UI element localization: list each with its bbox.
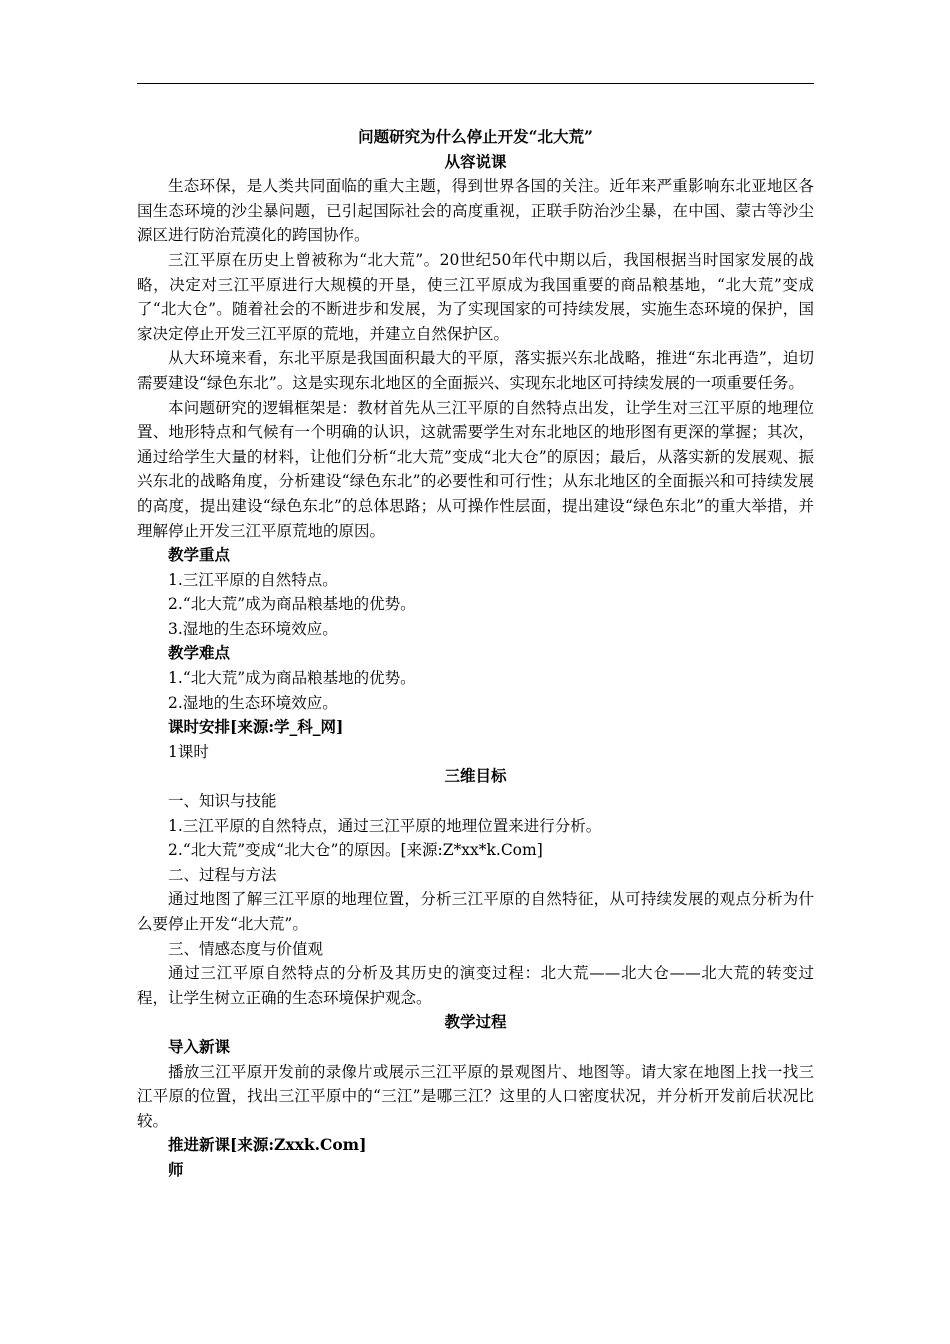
- schedule-heading: 课时安排[来源:学_科_网]: [168, 717, 344, 737]
- knowledge-item: 1.三江平原的自然特点，通过三江平原的地理位置来进行分析。: [168, 816, 602, 835]
- intro-paragraph: 生态环保，是人类共同面临的重大主题，得到世界各国的关注。近年来严重影响东北亚地区各国生态环境的沙尘暴问题，已引起国际社会的高度重视，正联手防治沙尘暴，在中国、蒙古等沙尘源区进行防治荒漠化的跨国协作。: [137, 177, 814, 245]
- header-rule: [137, 83, 814, 84]
- document-body: [137, 125, 814, 1183]
- knowledge-item: 2.“北大荒”变成“北大仓”的原因。[来源:Z*xx*k.Com]: [168, 841, 543, 860]
- teaching-process-heading: 教学过程: [444, 1012, 507, 1032]
- intro-paragraph: 本问题研究的逻辑框架是：教材首先从三江平原的自然特点出发，让学生对三江平原的地理位置、地形特点和气候有一个明确的认识，这就需要学生对东北地区的地形图有更深的掌握；其次，通过给学生大量的材料，让他们分析“北大荒”变成“北大仓”的原因；最后，从落实新的发展观、振兴东北的战略角度，分析建设“绿色东北”的必要性和可行性；从东北地区的全面振兴和可持续发展的高度，提出建设“绿色东北”的总体思路；从可操作性层面，提出建设“绿色东北”的重大举措，并理解停止开发三江平原荒地的原因。: [137, 398, 814, 540]
- schedule-value: 1课时: [168, 742, 209, 761]
- section-heading-lesson-talk: 从容说课: [444, 151, 507, 171]
- difficult-point-item: 1.“北大荒”成为商品粮基地的优势。: [168, 669, 416, 688]
- intro-paragraph: 三江平原在历史上曾被称为“北大荒”。20世纪50年代中期以后，我国根据当时国家发展的战略，决定对三江平原进行大规模的开垦，使三江平原成为我国重要的商品粮基地，“北大荒”变成了“北大仓”。随着社会的不断进步和发展，为了实现国家的可持续发展，实施生态环境的保护，国家决定停止开发三江平原的荒地，并建立自然保护区。: [137, 250, 814, 343]
- process-method-heading: 二、过程与方法: [168, 865, 277, 884]
- objectives-heading: 三维目标: [444, 766, 507, 786]
- key-points-heading: 教学重点: [168, 545, 231, 565]
- process-method-text: 通过地图了解三江平原的地理位置，分析三江平原的自然特征，从可持续发展的观点分析为什么要停止开发“北大荒”。: [137, 890, 814, 933]
- lead-in-heading: 导入新课: [168, 1036, 231, 1056]
- new-lesson-heading: 推进新课[来源:Zxxk.Com]: [168, 1135, 367, 1155]
- intro-paragraph: 从大环境来看，东北平原是我国面积最大的平原，落实振兴东北战略，推进“东北再造”，迫切需要建设“绿色东北”。这是实现东北地区的全面振兴、实现东北地区可持续发展的一项重要任务。: [137, 349, 814, 392]
- document-title: 问题研究为什么停止开发“北大荒”: [358, 127, 593, 146]
- teacher-label: 师: [168, 1159, 184, 1179]
- key-point-item: 3.湿地的生态环境效应。: [168, 619, 338, 638]
- difficult-point-item: 2.湿地的生态环境效应。: [168, 693, 338, 712]
- attitude-text: 通过三江平原自然特点的分析及其历史的演变过程：北大荒——北大仓——北大荒的转变过程，让学生树立正确的生态环境保护观念。: [137, 964, 814, 1007]
- key-point-item: 2.“北大荒”成为商品粮基地的优势。: [168, 595, 416, 614]
- lead-in-text: 播放三江平原开发前的录像片或展示三江平原的景观图片、地图等。请大家在地图上找一找三江平原的位置，找出三江平原中的“三江”是哪三江？这里的人口密度状况，并分析开发前后状况比较。: [137, 1062, 814, 1130]
- knowledge-heading: 一、知识与技能: [168, 792, 277, 811]
- key-point-item: 1.三江平原的自然特点。: [168, 570, 338, 589]
- attitude-heading: 三、情感态度与价值观: [168, 939, 324, 958]
- difficult-points-heading: 教学难点: [168, 643, 231, 663]
